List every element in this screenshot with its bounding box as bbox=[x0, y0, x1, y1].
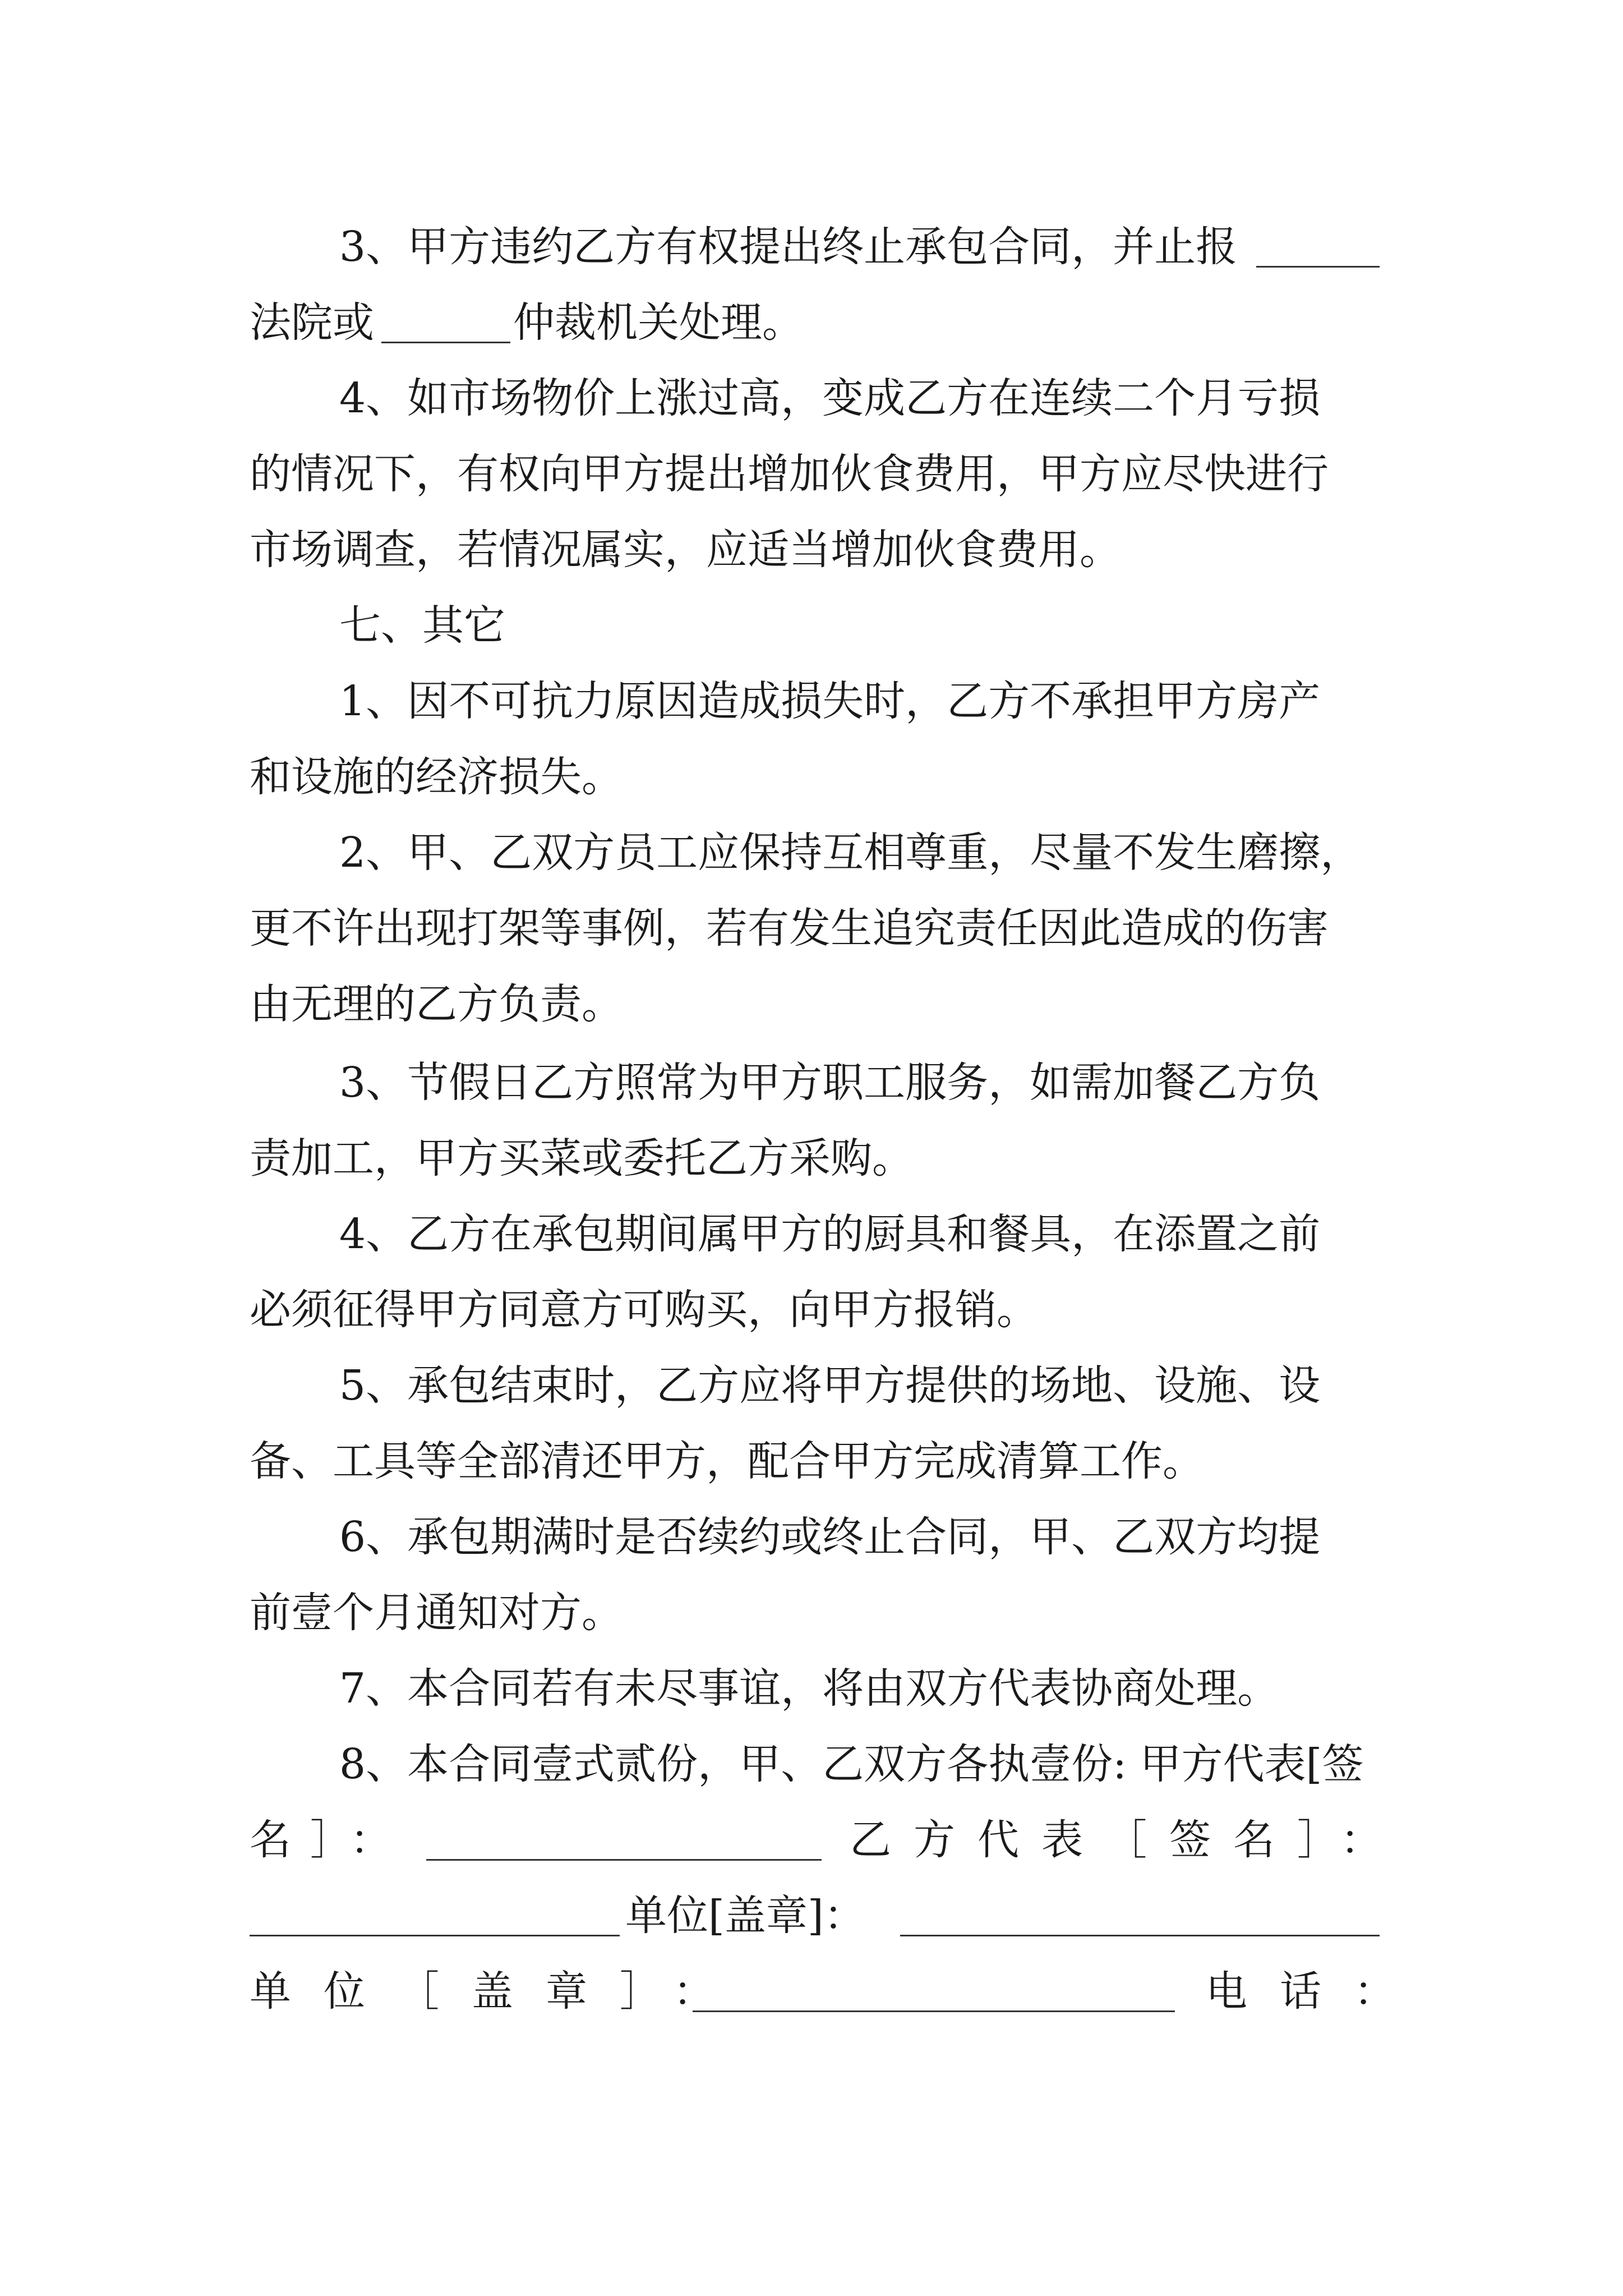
paragraph-line bbox=[0, 510, 1623, 589]
paragraph-line bbox=[0, 1725, 1623, 1803]
paragraph-line bbox=[0, 1195, 1623, 1273]
paragraph-line bbox=[0, 1649, 1623, 1728]
paragraph-text: 4、如市场物价上涨过高，变成乙方在连续二个月亏损 bbox=[339, 374, 1321, 422]
paragraph-text: 1、因不可抗力原因造成损失时，乙方不承担甲方房产 bbox=[339, 677, 1321, 725]
paragraph-text: 由无理的乙方负责。 bbox=[250, 980, 623, 1028]
paragraph-text: 法院或 bbox=[250, 298, 374, 347]
paragraph-line bbox=[0, 1498, 1623, 1576]
paragraph-text: 4、乙方在承包期间属甲方的厨具和餐具，在添置之前 bbox=[339, 1210, 1321, 1258]
paragraph-line bbox=[0, 965, 1623, 1043]
paragraph-line bbox=[0, 1573, 1623, 1652]
paragraph-text: 更不许出现打架等事例，若有发生追究责任因此造成的伤害 bbox=[250, 904, 1329, 953]
paragraph-text: 2、甲、乙双方员工应保持互相尊重，尽量不发生磨擦， bbox=[339, 829, 1362, 877]
signature-line bbox=[0, 1876, 1623, 1955]
paragraph-line bbox=[0, 813, 1623, 892]
blank-underline bbox=[381, 342, 510, 343]
seal-a-label: 单位[盖章]： bbox=[625, 1892, 865, 1940]
paragraph-text: 备、工具等全部清还甲方，配合甲方完成清算工作。 bbox=[250, 1437, 1204, 1485]
seal-a-blank[interactable] bbox=[900, 1935, 1380, 1936]
sign-b-label: 乙方代表［签名］： bbox=[850, 1816, 1404, 1864]
paragraph-line bbox=[0, 435, 1623, 513]
paragraph-text: 8、本合同壹式贰份，甲、乙双方各执壹份: 甲方代表[签 bbox=[339, 1740, 1364, 1788]
paragraph-line bbox=[0, 1043, 1623, 1122]
paragraph-text: 仲裁机关处理。 bbox=[513, 298, 804, 347]
seal-b-label: 单位［盖章］： bbox=[250, 1967, 747, 2016]
signature-line bbox=[0, 1952, 1623, 2031]
paragraph-line bbox=[0, 738, 1623, 816]
sign-a-blank[interactable] bbox=[426, 1859, 822, 1861]
paragraph-text: 前壹个月通知对方。 bbox=[250, 1589, 623, 1637]
paragraph-line bbox=[0, 1422, 1623, 1501]
paragraph-line bbox=[0, 1271, 1623, 1349]
blank-underline bbox=[1256, 266, 1380, 268]
paragraph-line bbox=[0, 359, 1623, 438]
phone-label: 电话： bbox=[1206, 1967, 1428, 2016]
sign-b-blank[interactable] bbox=[250, 1935, 620, 1936]
signature-line bbox=[0, 1801, 1623, 1879]
paragraph-text: 3、甲方违约乙方有权提出终止承包合同，并止报 bbox=[339, 223, 1238, 271]
paragraph-line bbox=[0, 662, 1623, 740]
paragraph-line bbox=[0, 1119, 1623, 1198]
paragraph-text: 和设施的经济损失。 bbox=[250, 753, 623, 801]
paragraph-text: 必须征得甲方同意方可购买，向甲方报销。 bbox=[250, 1286, 1038, 1334]
paragraph-line bbox=[0, 1346, 1623, 1425]
paragraph-text: 5、承包结束时，乙方应将甲方提供的场地、设施、设 bbox=[339, 1361, 1321, 1410]
paragraph-text: 市场调查，若情况属实，应适当增加伙食费用。 bbox=[250, 526, 1121, 574]
section-heading bbox=[0, 586, 1623, 665]
seal-b-blank[interactable] bbox=[693, 2010, 1175, 2012]
paragraph-line bbox=[0, 283, 1623, 362]
paragraph-text: 的情况下，有权向甲方提出增加伙食费用，甲方应尽快进行 bbox=[250, 450, 1329, 498]
paragraph-text: 6、承包期满时是否续约或终止合同，甲、乙双方均提 bbox=[339, 1513, 1321, 1561]
paragraph-text: 3、节假日乙方照常为甲方职工服务，如需加餐乙方负 bbox=[339, 1059, 1321, 1107]
paragraph-text: 7、本合同若有未尽事谊，将由双方代表协商处理。 bbox=[339, 1664, 1279, 1713]
heading-text: 七、其它 bbox=[339, 601, 505, 650]
sign-a-label: 名］： bbox=[250, 1816, 411, 1864]
paragraph-text: 责加工，甲方买菜或委托乙方采购。 bbox=[250, 1134, 914, 1182]
paragraph-line bbox=[0, 889, 1623, 968]
paragraph-line bbox=[0, 208, 1623, 286]
